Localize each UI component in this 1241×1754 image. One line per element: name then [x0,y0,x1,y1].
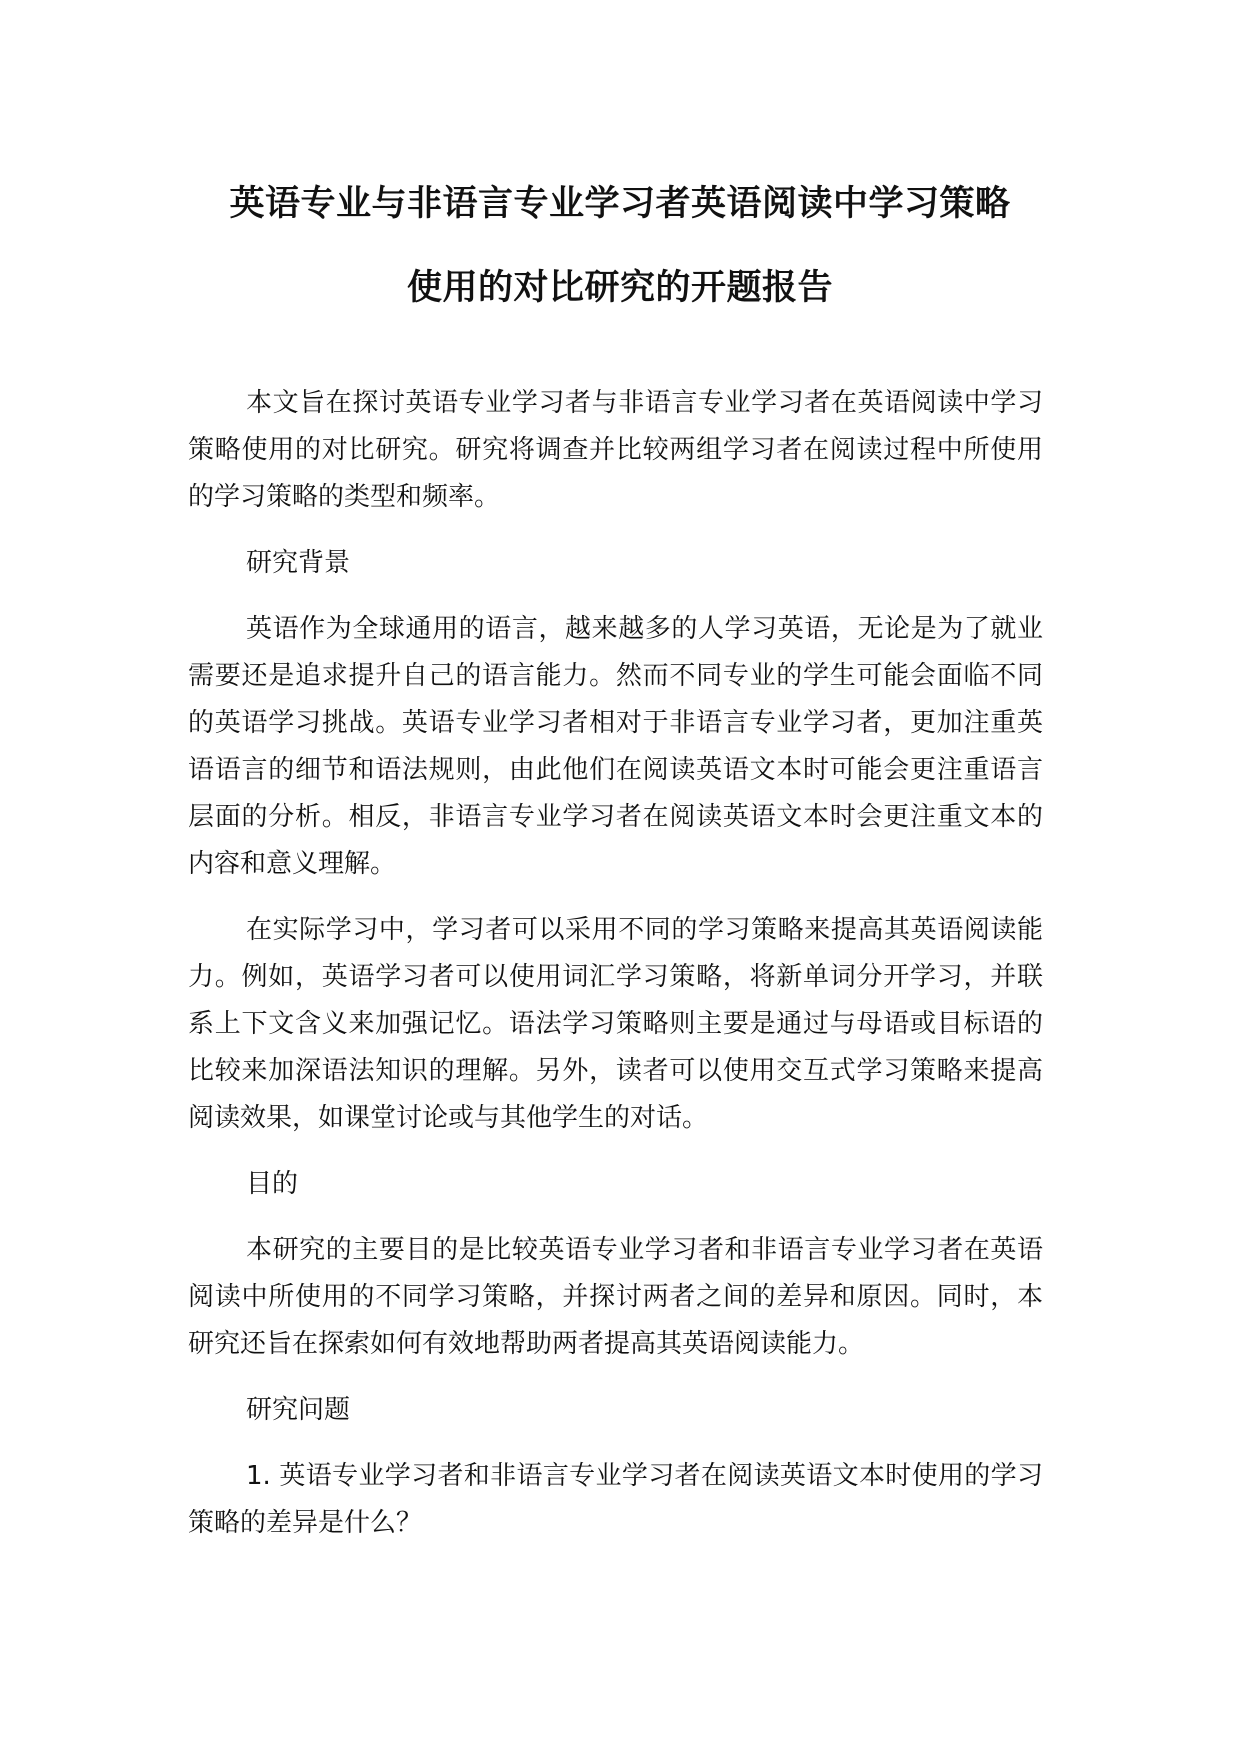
purpose-paragraph: 本研究的主要目的是比较英语专业学习者和非语言专业学习者在英语阅读中所使用的不同学习策略，并探讨两者之间的差异和原因。同时，本研究还旨在探索如何有效地帮助两者提高其英语阅读能力。 [188,1235,1043,1359]
document-body [188,380,1043,1566]
document-title-line-2: 使用的对比研究的开题报告 [406,268,833,308]
document-title-line-1: 英语专业与非语言专业学习者英语阅读中学习策略 [229,184,1011,224]
research-question-1: 1. 英语专业学习者和非语言专业学习者在阅读英语文本时使用的学习策略的差异是什么？ [188,1461,1043,1538]
section-heading-questions: 研究问题 [246,1395,351,1425]
section-heading-purpose: 目的 [246,1169,299,1199]
section-heading-background: 研究背景 [246,548,351,578]
intro-paragraph: 本文旨在探讨英语专业学习者与非语言专业学习者在英语阅读中学习策略使用的对比研究。研究将调查并比较两组学习者在阅读过程中所使用的学习策略的类型和频率。 [188,388,1043,512]
background-paragraph-1: 英语作为全球通用的语言，越来越多的人学习英语，无论是为了就业需要还是追求提升自己的语言能力。然而不同专业的学生可能会面临不同的英语学习挑战。英语专业学习者相对于非语言专业学习者，更加注重英语语言的细节和语法规则，由此他们在阅读英语文本时可能会更注重语言层面的分析。相反，非语言专业学习者在阅读英语文本时会更注重文本的内容和意义理解。 [188,614,1043,879]
background-paragraph-2: 在实际学习中，学习者可以采用不同的学习策略来提高其英语阅读能力。例如，英语学习者可以使用词汇学习策略，将新单词分开学习，并联系上下文含义来加强记忆。语法学习策略则主要是通过与母语或目标语的比较来加深语法知识的理解。另外，读者可以使用交互式学习策略来提高阅读效果，如课堂讨论或与其他学生的对话。 [188,915,1043,1133]
